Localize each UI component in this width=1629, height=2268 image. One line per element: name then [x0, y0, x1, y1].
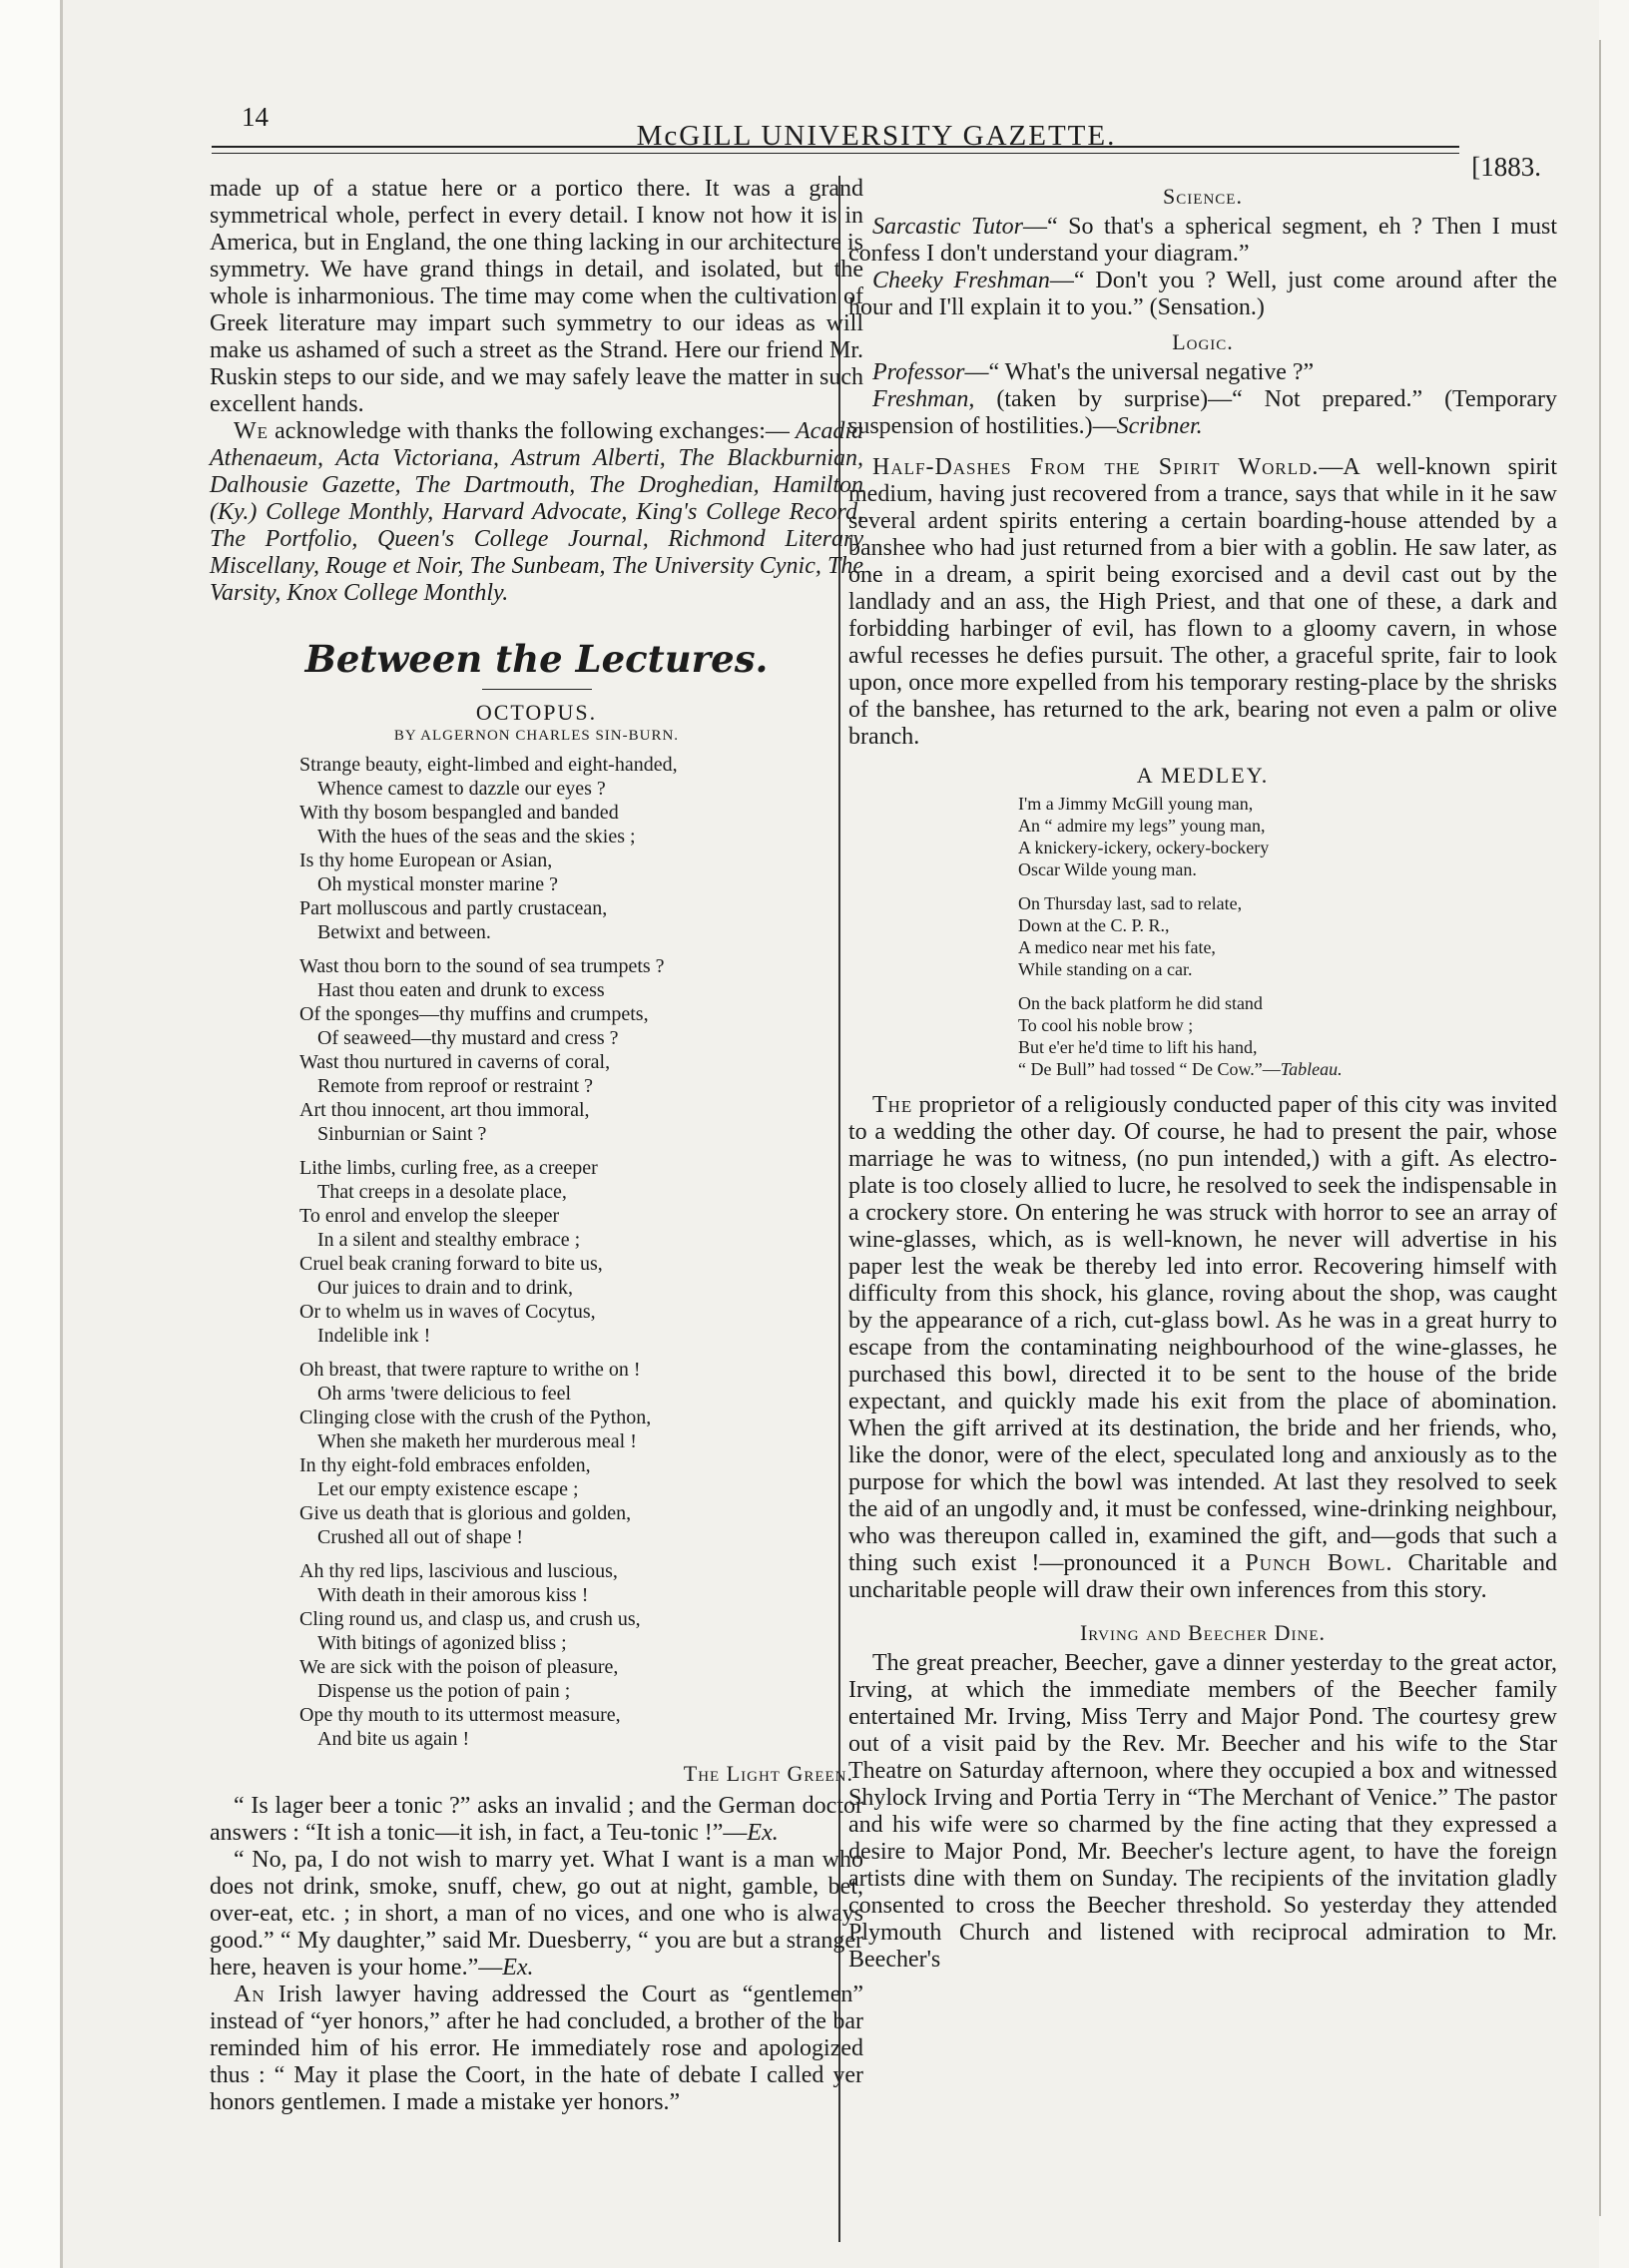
poem-line: Wast thou born to the sound of sea trumpets ?	[299, 955, 665, 977]
poem-signature: The Light Green.	[683, 1761, 853, 1786]
poem-line: Is thy home European or Asian,	[299, 850, 553, 871]
poem-line: With death in their amorous kiss !	[317, 1584, 589, 1606]
science-text-1: —“ So that's a spherical segment, eh ? Then I must confess I don't understand your diagram.”	[848, 214, 1558, 267]
joke-marry	[210, 1847, 863, 1982]
joke-lawyer-lead: An	[234, 1982, 266, 2007]
page-edge-line	[1599, 40, 1601, 2216]
issue-year: [1883.	[1471, 152, 1541, 182]
poem-line: Give us death that is glorious and golden,	[299, 1502, 632, 1524]
medley-line: An “ admire my legs” young man,	[1018, 816, 1266, 836]
poem-line: That creeps in a desolate place,	[317, 1181, 567, 1203]
poem-line: Part molluscous and partly crustacean,	[299, 897, 608, 919]
proprietor-text: proprietor of a religiously conducted paper of this city was invited to a wedding the other day. Of course, he had to present the pair, whose marriage he was to witness, (no pun intended,) with a gift. As electro-plate is too closely allied to lucre, he resolved to seek the indispensable in a crockery store. On entering he was struck with horror to see an array of wine-glasses, which, as is well-known, he never will advertise in his paper lest the weak be thereby led into error. Recovering himself with difficulty from this shock, his glance, roving about the shop, was caught by the appearance of a rich, cut-glass bowl. As he was in a great hurry to escape from the contaminating neighbourhood of the wine-glasses, he purchased this bowl, directed it to be sent to the house of the bride expectant, and quickly made his exit from the place of abomination. When the gift arrived at its destination, the bride and her friends, who, like the donor, were of the elect, speculated long and anxiously as to the purpose for which the bowl was intended. At last they resolved to seek the aid of an ungodly and, it must be confessed, wine-drinking neighbour, who was thereupon called in, examined the gift, and—gods that such a thing such exist !—pronounced it a	[848, 1092, 1557, 1576]
poem-line: Sinburnian or Saint ?	[317, 1123, 487, 1145]
science-line-2	[848, 268, 1557, 321]
poem-line: Wast thou nurtured in caverns of coral,	[299, 1051, 611, 1073]
joke-lawyer	[210, 1982, 863, 2116]
joke-tonic-source: Ex.	[747, 1820, 779, 1846]
joke-lawyer-text: Irish lawyer having addressed the Court as “gentlemen” instead of “yer honors,” after he had concluded, a brother of the bar reminded him of his error. He immediately rose and apologized thus : “ May it plase the Coort, in the hate of debate I called yer honors gentlemen. I made a mistake yer honors.”	[210, 1982, 863, 2115]
poem-line: Cruel beak craning forward to bite us,	[299, 1253, 603, 1275]
poem-stanza	[299, 954, 863, 1146]
poem-line: Cling round us, and clasp us, and crush us,	[299, 1608, 641, 1630]
medley-last-line	[1018, 1058, 1557, 1080]
poem-stanza	[299, 1358, 863, 1549]
poem-line: Remote from reproof or restraint ?	[317, 1075, 594, 1097]
logic-text-1: —“ What's the universal negative ?”	[964, 359, 1315, 385]
science-text-2: —“ Don't you ? Well, just come around after the hour and I'll explain it to you.” (Sensation.)	[848, 268, 1557, 320]
page-header	[212, 94, 1541, 182]
joke-marry-source: Ex.	[502, 1955, 534, 1981]
poem-line: With bitings of agonized bliss ;	[317, 1632, 567, 1654]
poem-author: BY ALGERNON CHARLES SIN-BURN.	[393, 728, 680, 744]
poem-line: Our juices to drain and to drink,	[317, 1277, 574, 1299]
poem-body	[210, 753, 863, 1751]
medley-line: But e'er he'd time to lift his hand,	[1018, 1037, 1258, 1057]
joke-marry-text: “ No, pa, I do not wish to marry yet. What I want is a man who does not drink, smoke, snuff, chew, go out at night, gamble, bet, over-eat, etc. ; in short, a man of no vices, and one who is always good.” “ My daughter,” said Mr. Duesberry, “ you are but a stranger here, heaven is your home.”—	[210, 1847, 863, 1981]
poem-line: Oh arms 'twere delicious to feel	[317, 1383, 572, 1405]
spirit-world-paragraph	[848, 454, 1557, 751]
section-rule	[482, 689, 592, 690]
poem-title: OCTOPUS.	[475, 700, 598, 725]
irving-paragraph: The great preacher, Beecher, gave a dinner yesterday to the great actor, Irving, at which the immediate members of the Beecher family entertained Mr. Irving, Miss Terry and Major Pond. The courtesy grew out of a visit paid by the Rev. Mr. Beecher and his wife to the Star Theatre on Saturday afternoon, where they occupied a box and witnessed Shylock Irving and Portia Terry in “The Merchant of Venice.” The pastor and his wife were so charmed by the fine acting that they expressed a desire to Major Pond, Mr. Beecher's lecture agent, to have the foreign artists dine with them on Sunday. The recipients of the invitation gladly consented to cross the Beecher threshold. So yesterday they attended Plymouth Church and listened with reciprocal admiration to Mr. Beecher's	[848, 1650, 1557, 1973]
medley-stanza	[1018, 892, 1557, 980]
medley-body	[1018, 793, 1557, 1080]
science-speaker-1: Sarcastic Tutor	[872, 214, 1023, 240]
medley-line: On Thursday last, sad to relate,	[1018, 893, 1243, 913]
medley-stanza	[1018, 992, 1557, 1080]
page-right-margin	[1599, 0, 1629, 2268]
medley-line: A medico near met his fate,	[1018, 937, 1216, 957]
irving-heading: Irving and Beecher Dine.	[1079, 1620, 1326, 1645]
medley-stanza	[1018, 793, 1557, 880]
poem-line: Strange beauty, eight-limbed and eight-handed,	[299, 754, 678, 776]
logic-source: Scribner.	[1116, 413, 1203, 439]
right-column	[848, 176, 1557, 1974]
medley-line: A knickery-ickery, ockery-bockery	[1018, 838, 1270, 857]
medley-line: I'm a Jimmy McGill young man,	[1018, 794, 1254, 814]
proprietor-paragraph	[848, 1092, 1557, 1604]
medley-line: Oscar Wilde young man.	[1018, 859, 1197, 879]
poem-line: With thy bosom bespangled and banded	[299, 802, 619, 824]
poem-line: Of seaweed—thy mustard and cress ?	[317, 1027, 619, 1049]
article-continuation: made up of a statue here or a portico there. It was a grand symmetrical whole, perfect in every detail. I know not how it is in America, but in England, the one thing lacking in our architecture is symmetry. We have grand things in detail, and isolated, but the whole is inharmonious. The time may come when the cultivation of Greek literature may impart such symmetry to our ideas as will make us ashamed of such a street as the Strand. Here our friend Mr. Ruskin steps to our side, and we may safely leave the matter in such excellent hands.	[210, 176, 863, 417]
poem-line: Betwixt and between.	[317, 921, 491, 943]
proprietor-lead: The	[872, 1092, 913, 1118]
joke-tonic-text: “ Is lager beer a tonic ?” asks an invalid ; and the German doctor answers : “It ish a tonic—it ish, in fact, a Teu-tonic !”—	[210, 1793, 863, 1846]
poem-line: Indelible ink !	[317, 1325, 431, 1347]
logic-text-2: (taken by surprise)—“ Not prepared.” (Temporary suspension of hostilities.)—	[848, 386, 1557, 439]
poem-line: With the hues of the seas and the skies ;	[317, 826, 636, 848]
poem-line: When she maketh her murderous meal !	[317, 1430, 637, 1452]
medley-line: To cool his noble brow ;	[1018, 1015, 1194, 1035]
logic-heading: Logic.	[1172, 329, 1234, 354]
science-line-1	[848, 214, 1557, 268]
page-number: 14	[242, 102, 269, 132]
poem-stanza	[299, 1559, 863, 1751]
medley-title: A MEDLEY.	[1136, 763, 1270, 788]
page-left-margin	[0, 0, 62, 2268]
medley-line: “ De Bull” had tossed “ De Cow.”—	[1018, 1059, 1281, 1079]
logic-line-1	[848, 359, 1557, 386]
exchanges-paragraph	[210, 418, 863, 607]
masthead-title: McGILL UNIVERSITY GAZETTE.	[636, 120, 1117, 152]
poem-line: Ah thy red lips, lascivious and luscious,	[299, 1560, 618, 1582]
science-heading: Science.	[1163, 184, 1243, 209]
left-column	[210, 176, 863, 2116]
poem-line: Oh breast, that twere rapture to writhe on !	[299, 1359, 641, 1381]
exchanges-list: Acadia Athenaeum, Acta Victoriana, Astrum Alberti, The Blackburnian, Dalhousie Gazette, The Dartmouth, The Droghedian, Hamilton (Ky.) College Monthly, Harvard Advocate, King's College Record, The Portfolio, Queen's College Journal, Richmond Literary Miscellany, Rouge et Noir, The Sunbeam, The University Cynic, The Varsity, Knox College Monthly.	[210, 418, 863, 606]
poem-line: Dispense us the potion of pain ;	[317, 1680, 571, 1702]
proprietor-end: Charitable and uncharitable people will draw their own inferences from this story.	[848, 1550, 1557, 1603]
science-speaker-2: Cheeky Freshman	[872, 268, 1050, 293]
poem-line: In thy eight-fold embraces enfolden,	[299, 1454, 591, 1476]
poem-line: Oh mystical monster marine ?	[317, 873, 559, 895]
medley-line: Down at the C. P. R.,	[1018, 915, 1170, 935]
medley-line: On the back platform he did stand	[1018, 993, 1263, 1013]
medley-line: While standing on a car.	[1018, 959, 1193, 979]
poem-line: Hast thou eaten and drunk to excess	[317, 979, 605, 1001]
poem-line: In a silent and stealthy embrace ;	[317, 1229, 581, 1251]
poem-stanza	[299, 753, 863, 944]
poem-line: Let our empty existence escape ;	[317, 1478, 579, 1500]
punch-bowl: Punch Bowl.	[1245, 1550, 1393, 1576]
logic-line-2	[848, 386, 1557, 440]
poem-line: To enrol and envelop the sleeper	[299, 1205, 560, 1227]
section-title: Between the Lectures.	[304, 637, 769, 681]
logic-speaker-1: Professor	[872, 359, 965, 385]
poem-line: Art thou innocent, art thou immoral,	[299, 1099, 590, 1121]
poem-line: Ope thy mouth to its uttermost measure,	[299, 1704, 621, 1726]
poem-line: Clinging close with the crush of the Python,	[299, 1407, 652, 1428]
header-rule	[212, 146, 1459, 154]
exchanges-lead: We	[234, 418, 270, 444]
medley-source: Tableau.	[1280, 1059, 1343, 1079]
poem-line: Whence camest to dazzle our eyes ?	[317, 778, 606, 800]
joke-tonic	[210, 1793, 863, 1847]
poem-line: Lithe limbs, curling free, as a creeper	[299, 1157, 598, 1179]
logic-speaker-2: Freshman,	[872, 386, 975, 412]
spirit-world-heading: Half-Dashes From the Spirit World.	[872, 454, 1320, 480]
spirit-world-text: —A well-known spirit medium, having just recovered from a trance, says that while in it he saw several ardent spirits entering a certain boarding-house attended by a banshee who had just returned from a bier with a goblin. He saw later, as one in a dream, a spirit being exorcised and a devil cast out by the landlady and an ass, the High Priest, and that one of these, a dark and forbidding harbinger of evil, has flown to a gloomy cavern, in whose awful recesses he defies pursuit. The other, a graceful sprite, fair to look upon, once more expelled from his temporary resting-place by the shrisks of the banshee, has returned to the ark, bearing not even a palm or olive branch.	[848, 454, 1557, 750]
page-fold-line	[60, 0, 63, 2268]
poem-line: Or to whelm us in waves of Cocytus,	[299, 1301, 596, 1323]
poem-stanza	[299, 1156, 863, 1348]
poem-line: We are sick with the poison of pleasure,	[299, 1656, 619, 1678]
poem-line: Of the sponges—thy muffins and crumpets,	[299, 1003, 649, 1025]
poem-line: And bite us again !	[317, 1728, 470, 1750]
exchanges-intro: acknowledge with thanks the following exchanges:—	[269, 418, 790, 444]
poem-line: Crushed all out of shape !	[317, 1526, 524, 1548]
